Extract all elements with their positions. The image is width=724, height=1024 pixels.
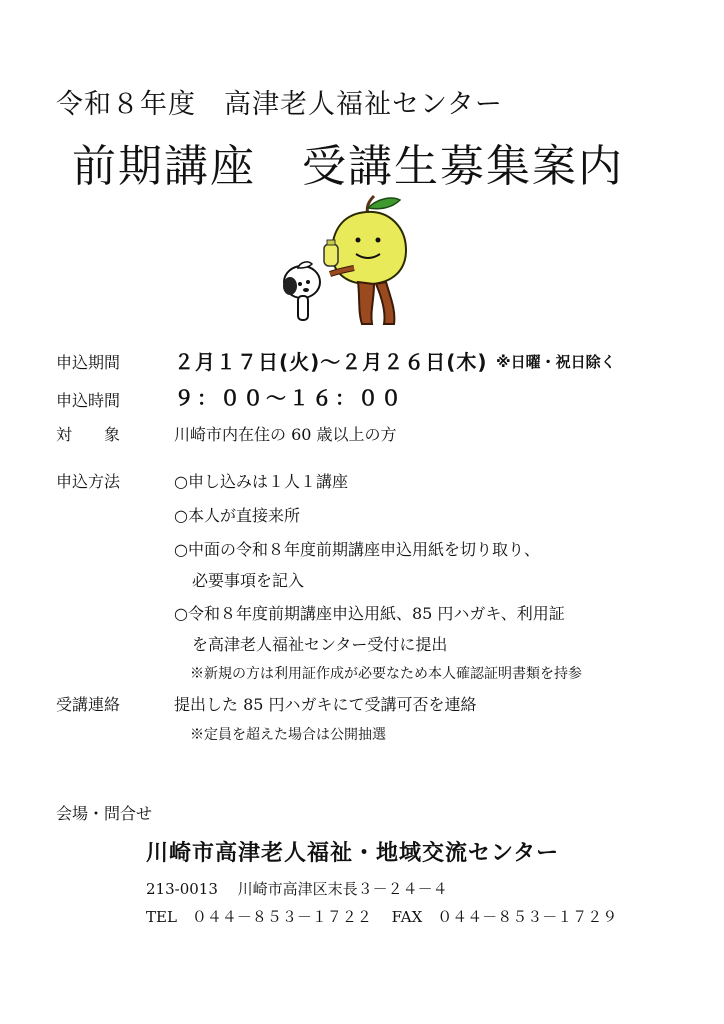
venue-name: 川崎市高津老人福祉・地域交流センター [146, 841, 560, 866]
page-title: 前期講座 受講生募集案内 [72, 141, 624, 192]
method-note: ※新規の方は利用証作成が必要なため本人確認証明書類を持参 [190, 666, 582, 682]
subtitle: 令和８年度 高津老人福祉センター [56, 89, 503, 120]
contact-label: 受講連絡 [56, 695, 121, 714]
method-label: 申込方法 [56, 472, 121, 491]
method-item: ○本人が直接来所 [174, 506, 300, 525]
method-item: を高津老人福祉センター受付に提出 [192, 635, 448, 654]
venue-label: 会場・問合せ [56, 804, 153, 823]
method-item: ○申し込みは１人１講座 [174, 472, 348, 491]
method-item: ○令和８年度前期講座申込用紙、85 円ハガキ、利用証 [174, 604, 565, 623]
pear-mascot-and-dog-icon [278, 188, 408, 330]
period-label: 申込期間 [56, 353, 121, 372]
target-label: 対 象 [56, 425, 121, 444]
hours-label: 申込時間 [56, 391, 121, 410]
method-item: 必要事項を記入 [192, 571, 305, 590]
target-value: 川崎市内在住の 60 歳以上の方 [174, 425, 397, 444]
venue-phone: TEL ０４４－８５３－１７２２ FAX ０４４－８５３－１７２９ [146, 908, 618, 926]
period-note: ※日曜・祝日除く [496, 353, 616, 371]
venue-address: 213-0013 川崎市高津区末長３－２４－４ [146, 880, 448, 898]
contact-value: 提出した 85 円ハガキにて受講可否を連絡 [174, 695, 477, 714]
hours-value: ９：００～１６：００ [174, 386, 404, 410]
method-item: ○中面の令和８年度前期講座申込用紙を切り取り、 [174, 540, 540, 559]
period-value: ２月１７日(火)～２月２６日(木) [174, 350, 488, 374]
contact-note: ※定員を超えた場合は公開抽選 [190, 727, 386, 743]
